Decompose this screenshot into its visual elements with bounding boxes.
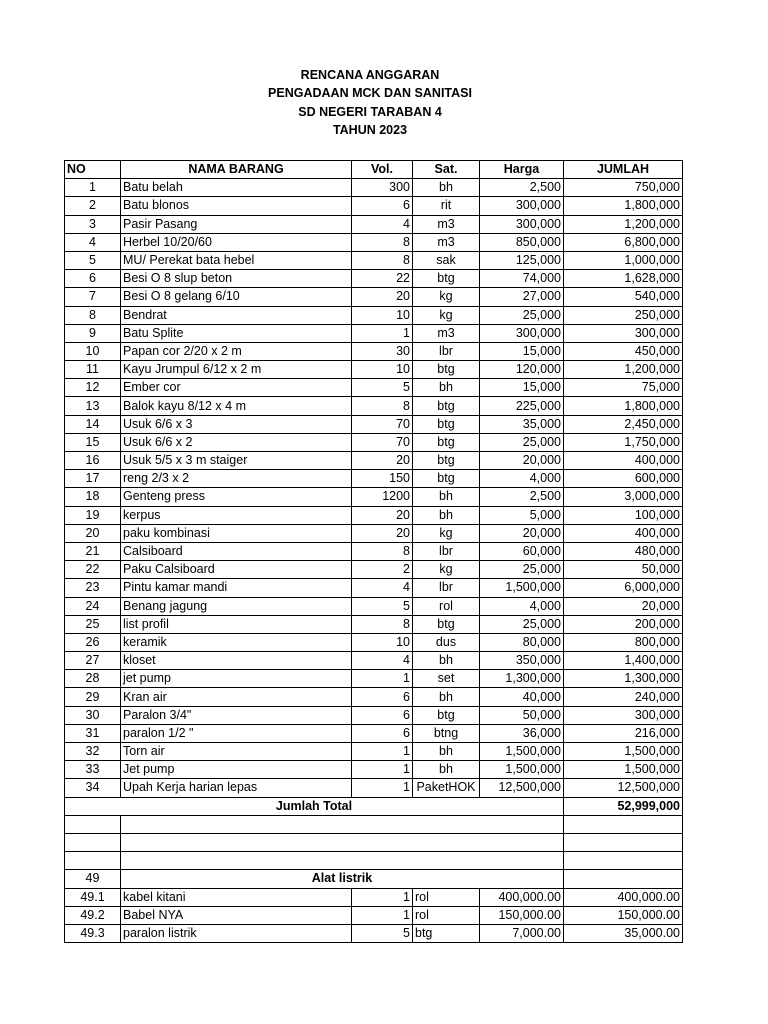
item-name: paralon 1/2 " — [121, 724, 352, 742]
item-unit: lbr — [413, 579, 480, 597]
item-price: 27,000 — [480, 288, 564, 306]
item-unit: bh — [413, 652, 480, 670]
item-no: 10 — [65, 342, 121, 360]
item-unit: btg — [413, 397, 480, 415]
item-vol: 5 — [352, 924, 413, 942]
item-price: 35,000 — [480, 415, 564, 433]
item-vol: 2 — [352, 561, 413, 579]
total-row — [65, 797, 683, 815]
title-line-1: RENCANA ANGGARAN — [300, 68, 440, 82]
item-unit: m3 — [413, 233, 480, 251]
table-row — [65, 397, 683, 415]
table-row — [65, 324, 683, 342]
table-row — [65, 379, 683, 397]
table-row — [65, 233, 683, 251]
item-total: 1,800,000 — [564, 197, 683, 215]
item-name: keramik — [121, 633, 352, 651]
item-unit: kg — [413, 561, 480, 579]
item-no: 13 — [65, 397, 121, 415]
item-unit: dus — [413, 633, 480, 651]
empty-cell — [121, 833, 564, 851]
item-vol: 1 — [352, 888, 413, 906]
item-total: 450,000 — [564, 342, 683, 360]
item-unit: bh — [413, 761, 480, 779]
item-no: 23 — [65, 579, 121, 597]
table-row — [65, 906, 683, 924]
table-row — [65, 542, 683, 560]
item-price: 40,000 — [480, 688, 564, 706]
item-vol: 6 — [352, 688, 413, 706]
item-total: 6,800,000 — [564, 233, 683, 251]
item-vol: 6 — [352, 724, 413, 742]
item-price: 36,000 — [480, 724, 564, 742]
empty-row — [65, 815, 683, 833]
item-vol: 1 — [352, 670, 413, 688]
item-no: 30 — [65, 706, 121, 724]
item-vol: 4 — [352, 215, 413, 233]
item-unit: btng — [413, 724, 480, 742]
item-total: 216,000 — [564, 724, 683, 742]
item-name: Besi O 8 slup beton — [121, 270, 352, 288]
item-price: 15,000 — [480, 342, 564, 360]
item-unit: btg — [413, 615, 480, 633]
table-row — [65, 433, 683, 451]
item-no: 4 — [65, 233, 121, 251]
item-total: 300,000 — [564, 706, 683, 724]
item-price: 80,000 — [480, 633, 564, 651]
item-vol: 4 — [352, 652, 413, 670]
empty-row — [65, 852, 683, 870]
item-price: 25,000 — [480, 561, 564, 579]
table-row — [65, 670, 683, 688]
item-vol: 1 — [352, 743, 413, 761]
item-name: Ember cor — [121, 379, 352, 397]
item-total: 150,000.00 — [564, 906, 683, 924]
item-vol: 1 — [352, 906, 413, 924]
item-total: 480,000 — [564, 542, 683, 560]
item-price: 400,000.00 — [480, 888, 564, 906]
item-price: 300,000 — [480, 197, 564, 215]
item-price: 300,000 — [480, 324, 564, 342]
item-no: 49.2 — [65, 906, 121, 924]
item-price: 25,000 — [480, 306, 564, 324]
document-title — [0, 66, 740, 139]
budget-table — [64, 160, 683, 943]
item-price: 50,000 — [480, 706, 564, 724]
empty-cell — [65, 852, 121, 870]
table-row — [65, 779, 683, 797]
item-vol: 1 — [352, 761, 413, 779]
item-price: 120,000 — [480, 361, 564, 379]
title-line-2: PENGADAAN MCK DAN SANITASI — [268, 86, 472, 101]
item-name: kerpus — [121, 506, 352, 524]
table-row — [65, 761, 683, 779]
item-vol: 6 — [352, 706, 413, 724]
table-row — [65, 197, 683, 215]
item-no: 18 — [65, 488, 121, 506]
title-line-3: SD NEGERI TARABAN 4 — [298, 104, 442, 119]
item-name: list profil — [121, 615, 352, 633]
table-row — [65, 470, 683, 488]
item-vol: 1 — [352, 779, 413, 797]
item-name: Benang jagung — [121, 597, 352, 615]
header-total: JUMLAH — [564, 161, 683, 179]
item-name: kabel kitani — [121, 888, 352, 906]
table-row — [65, 924, 683, 942]
item-no: 1 — [65, 179, 121, 197]
item-no: 49.3 — [65, 924, 121, 942]
table-row — [65, 288, 683, 306]
item-no: 32 — [65, 743, 121, 761]
item-name: Usuk 5/5 x 3 m staiger — [121, 452, 352, 470]
table-row — [65, 579, 683, 597]
item-total: 1,800,000 — [564, 397, 683, 415]
item-price: 2,500 — [480, 179, 564, 197]
empty-cell — [121, 852, 564, 870]
item-price: 25,000 — [480, 433, 564, 451]
item-vol: 30 — [352, 342, 413, 360]
item-total: 1,200,000 — [564, 215, 683, 233]
table-row — [65, 306, 683, 324]
item-vol: 8 — [352, 233, 413, 251]
item-unit: PaketHOK — [413, 779, 480, 797]
item-unit: rol — [413, 597, 480, 615]
table-row — [65, 415, 683, 433]
table-row — [65, 179, 683, 197]
empty-cell — [65, 833, 121, 851]
item-name: Calsiboard — [121, 542, 352, 560]
item-unit: bh — [413, 688, 480, 706]
item-name: MU/ Perekat bata hebel — [121, 251, 352, 269]
item-no: 22 — [65, 561, 121, 579]
table-row — [65, 888, 683, 906]
item-price: 25,000 — [480, 615, 564, 633]
item-total: 300,000 — [564, 324, 683, 342]
item-vol: 10 — [352, 633, 413, 651]
item-total: 600,000 — [564, 470, 683, 488]
item-no: 7 — [65, 288, 121, 306]
item-vol: 4 — [352, 579, 413, 597]
item-vol: 8 — [352, 397, 413, 415]
item-no: 24 — [65, 597, 121, 615]
item-total: 1,500,000 — [564, 743, 683, 761]
item-vol: 20 — [352, 506, 413, 524]
item-name: jet pump — [121, 670, 352, 688]
item-price: 1,500,000 — [480, 579, 564, 597]
item-total: 400,000 — [564, 524, 683, 542]
item-total: 400,000 — [564, 452, 683, 470]
item-unit: lbr — [413, 542, 480, 560]
item-vol: 70 — [352, 433, 413, 451]
item-name: Torn air — [121, 743, 352, 761]
item-name: Besi O 8 gelang 6/10 — [121, 288, 352, 306]
item-price: 300,000 — [480, 215, 564, 233]
item-no: 16 — [65, 452, 121, 470]
table-row — [65, 270, 683, 288]
item-unit: sak — [413, 251, 480, 269]
item-unit: btg — [413, 361, 480, 379]
item-name: reng 2/3 x 2 — [121, 470, 352, 488]
section-no: 49 — [65, 870, 121, 888]
item-no: 11 — [65, 361, 121, 379]
table-row — [65, 633, 683, 651]
item-no: 21 — [65, 542, 121, 560]
item-no: 31 — [65, 724, 121, 742]
table-row — [65, 215, 683, 233]
item-vol: 5 — [352, 379, 413, 397]
item-price: 20,000 — [480, 524, 564, 542]
item-name: Papan cor 2/20 x 2 m — [121, 342, 352, 360]
item-no: 17 — [65, 470, 121, 488]
item-price: 12,500,000 — [480, 779, 564, 797]
item-unit: rit — [413, 197, 480, 215]
item-name: Kayu Jrumpul 6/12 x 2 m — [121, 361, 352, 379]
item-unit: kg — [413, 288, 480, 306]
table-row — [65, 743, 683, 761]
item-name: Balok kayu 8/12 x 4 m — [121, 397, 352, 415]
item-no: 34 — [65, 779, 121, 797]
item-no: 6 — [65, 270, 121, 288]
item-vol: 1200 — [352, 488, 413, 506]
item-total: 1,000,000 — [564, 251, 683, 269]
item-vol: 10 — [352, 306, 413, 324]
header-no: NO — [65, 161, 121, 179]
item-total: 1,400,000 — [564, 652, 683, 670]
item-total: 800,000 — [564, 633, 683, 651]
item-name: Usuk 6/6 x 2 — [121, 433, 352, 451]
table-row — [65, 652, 683, 670]
item-vol: 1 — [352, 324, 413, 342]
table-row — [65, 452, 683, 470]
item-name: kloset — [121, 652, 352, 670]
item-unit: btg — [413, 452, 480, 470]
item-vol: 300 — [352, 179, 413, 197]
empty-cell — [564, 833, 683, 851]
item-price: 60,000 — [480, 542, 564, 560]
item-price: 150,000.00 — [480, 906, 564, 924]
item-total: 75,000 — [564, 379, 683, 397]
item-no: 5 — [65, 251, 121, 269]
header-price: Harga — [480, 161, 564, 179]
item-price: 2,500 — [480, 488, 564, 506]
item-name: Batu belah — [121, 179, 352, 197]
item-price: 5,000 — [480, 506, 564, 524]
total-label: Jumlah Total — [65, 797, 564, 815]
item-price: 4,000 — [480, 597, 564, 615]
item-total: 1,750,000 — [564, 433, 683, 451]
item-total: 200,000 — [564, 615, 683, 633]
item-no: 27 — [65, 652, 121, 670]
item-no: 3 — [65, 215, 121, 233]
item-vol: 8 — [352, 615, 413, 633]
item-no: 20 — [65, 524, 121, 542]
item-unit: kg — [413, 524, 480, 542]
item-vol: 20 — [352, 452, 413, 470]
item-unit: btg — [413, 433, 480, 451]
item-name: Paralon 3/4" — [121, 706, 352, 724]
item-unit: btg — [413, 470, 480, 488]
item-price: 15,000 — [480, 379, 564, 397]
item-vol: 22 — [352, 270, 413, 288]
empty-cell — [564, 870, 683, 888]
table-row — [65, 597, 683, 615]
item-name: Usuk 6/6 x 3 — [121, 415, 352, 433]
item-total: 6,000,000 — [564, 579, 683, 597]
table-row — [65, 342, 683, 360]
item-vol: 20 — [352, 524, 413, 542]
item-vol: 8 — [352, 251, 413, 269]
item-no: 28 — [65, 670, 121, 688]
table-row — [65, 724, 683, 742]
item-no: 29 — [65, 688, 121, 706]
table-row — [65, 688, 683, 706]
item-total: 1,628,000 — [564, 270, 683, 288]
item-price: 125,000 — [480, 251, 564, 269]
table-row — [65, 506, 683, 524]
item-total: 50,000 — [564, 561, 683, 579]
empty-row — [65, 833, 683, 851]
item-unit: kg — [413, 306, 480, 324]
item-name: Jet pump — [121, 761, 352, 779]
item-vol: 150 — [352, 470, 413, 488]
item-name: Upah Kerja harian lepas — [121, 779, 352, 797]
item-vol: 5 — [352, 597, 413, 615]
item-no: 14 — [65, 415, 121, 433]
item-unit: lbr — [413, 342, 480, 360]
empty-cell — [564, 852, 683, 870]
item-total: 250,000 — [564, 306, 683, 324]
table-row — [65, 251, 683, 269]
item-unit: bh — [413, 743, 480, 761]
item-name: paralon listrik — [121, 924, 352, 942]
item-price: 225,000 — [480, 397, 564, 415]
item-no: 2 — [65, 197, 121, 215]
item-name: paku kombinasi — [121, 524, 352, 542]
item-name: Bendrat — [121, 306, 352, 324]
item-vol: 6 — [352, 197, 413, 215]
item-price: 850,000 — [480, 233, 564, 251]
item-no: 8 — [65, 306, 121, 324]
item-price: 350,000 — [480, 652, 564, 670]
item-total: 20,000 — [564, 597, 683, 615]
item-total: 3,000,000 — [564, 488, 683, 506]
item-name: Pasir Pasang — [121, 215, 352, 233]
table-row — [65, 615, 683, 633]
item-no: 33 — [65, 761, 121, 779]
item-vol: 20 — [352, 288, 413, 306]
item-total: 750,000 — [564, 179, 683, 197]
item-unit: bh — [413, 179, 480, 197]
item-name: Herbel 10/20/60 — [121, 233, 352, 251]
title-line-4: TAHUN 2023 — [332, 122, 408, 137]
item-unit: bh — [413, 506, 480, 524]
item-unit: set — [413, 670, 480, 688]
item-unit: bh — [413, 379, 480, 397]
item-unit: m3 — [413, 215, 480, 233]
item-no: 25 — [65, 615, 121, 633]
item-total: 1,500,000 — [564, 761, 683, 779]
item-total: 1,300,000 — [564, 670, 683, 688]
item-unit: btg — [413, 706, 480, 724]
item-unit: btg — [413, 415, 480, 433]
item-name: Pintu kamar mandi — [121, 579, 352, 597]
item-unit: btg — [413, 924, 480, 942]
empty-cell — [564, 815, 683, 833]
item-price: 20,000 — [480, 452, 564, 470]
header-row — [65, 161, 683, 179]
item-total: 100,000 — [564, 506, 683, 524]
item-no: 9 — [65, 324, 121, 342]
item-name: Kran air — [121, 688, 352, 706]
table-row — [65, 488, 683, 506]
item-vol: 8 — [352, 542, 413, 560]
item-total: 1,200,000 — [564, 361, 683, 379]
item-total: 240,000 — [564, 688, 683, 706]
item-unit: btg — [413, 270, 480, 288]
header-name: NAMA BARANG — [121, 161, 352, 179]
item-price: 74,000 — [480, 270, 564, 288]
item-no: 49.1 — [65, 888, 121, 906]
header-vol: Vol. — [352, 161, 413, 179]
table-row — [65, 361, 683, 379]
item-vol: 70 — [352, 415, 413, 433]
section-label: Alat listrik — [121, 870, 564, 888]
item-price: 1,500,000 — [480, 761, 564, 779]
item-price: 7,000.00 — [480, 924, 564, 942]
table-row — [65, 561, 683, 579]
table-row — [65, 524, 683, 542]
header-sat: Sat. — [413, 161, 480, 179]
item-unit: rol — [413, 906, 480, 924]
item-no: 12 — [65, 379, 121, 397]
item-name: Batu blonos — [121, 197, 352, 215]
item-name: Genteng press — [121, 488, 352, 506]
item-unit: bh — [413, 488, 480, 506]
item-price: 1,300,000 — [480, 670, 564, 688]
empty-cell — [65, 815, 121, 833]
item-no: 15 — [65, 433, 121, 451]
total-value: 52,999,000 — [564, 797, 683, 815]
item-no: 26 — [65, 633, 121, 651]
item-total: 400,000.00 — [564, 888, 683, 906]
empty-cell — [121, 815, 564, 833]
item-vol: 10 — [352, 361, 413, 379]
item-price: 1,500,000 — [480, 743, 564, 761]
item-price: 4,000 — [480, 470, 564, 488]
item-name: Babel NYA — [121, 906, 352, 924]
item-unit: m3 — [413, 324, 480, 342]
item-total: 12,500,000 — [564, 779, 683, 797]
item-total: 540,000 — [564, 288, 683, 306]
item-name: Paku Calsiboard — [121, 561, 352, 579]
table-row — [65, 706, 683, 724]
item-total: 35,000.00 — [564, 924, 683, 942]
section-row — [65, 870, 683, 888]
item-no: 19 — [65, 506, 121, 524]
item-total: 2,450,000 — [564, 415, 683, 433]
item-name: Batu Splite — [121, 324, 352, 342]
item-unit: rol — [413, 888, 480, 906]
